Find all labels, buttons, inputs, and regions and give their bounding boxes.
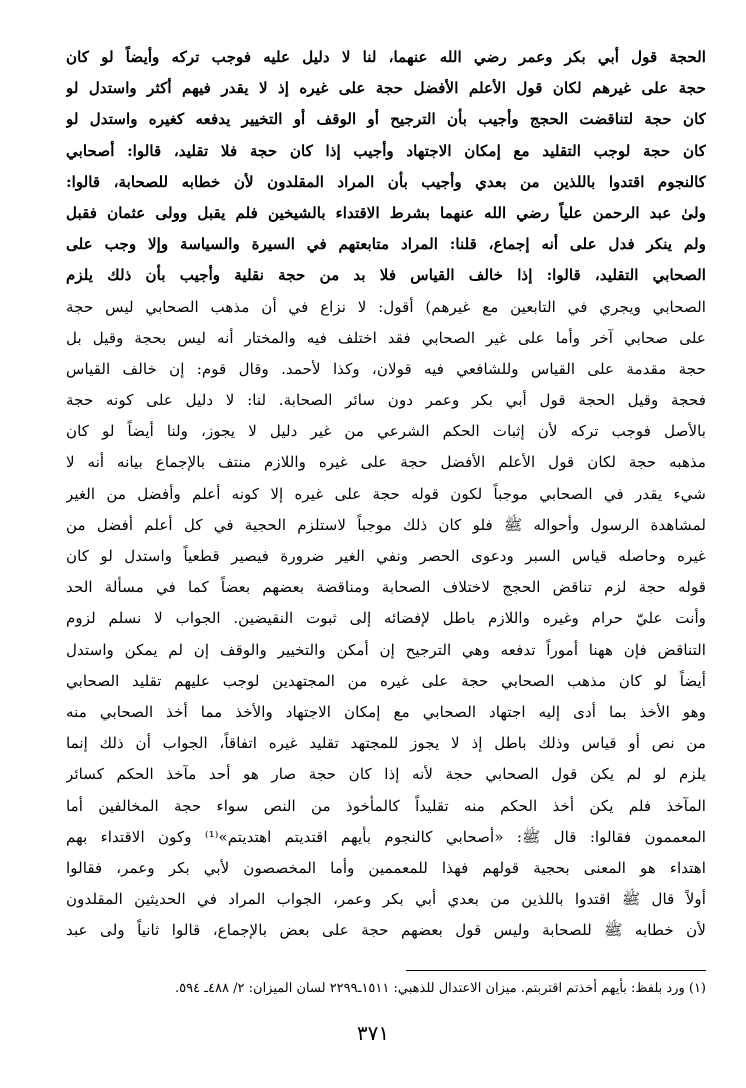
text-line: الصحابي التقليد، قالوا: إذا خالف القياس فلا بد من حجة نقلية وأجيب بأن ذلك يلزم: [66, 266, 706, 285]
footnote-divider: [406, 970, 706, 971]
text-line: وأنت عليّ حرام وغيره واللازم باطل لإفضائه إلى ثبوت النقيضين. الجواب لا نسلم لزوم: [66, 609, 706, 628]
text-line: أولاً قال ﷺ اقتدوا باللذين من بعدي أبي بكر وعمر، الجواب المراد في الحديثين المقلدون: [66, 890, 706, 909]
text-line: وهو الأخذ بما أدى إليه اجتهاد الصحابي مع إمكان الاجتهاد والأخذ مما أخذ الصحابي منه: [66, 702, 706, 721]
text-line: لأن خطابه ﷺ للصحابة وليس قول بعضهم حجة على بعض بالإجماع، قالوا ثانياً ولى عبد: [66, 921, 706, 940]
text-line: المآخذ فلم يكن أخذ الحكم منه تقليداً كالمأخوذ من النص سواء حجة المخالفين أما: [66, 796, 706, 815]
text-line: قوله حجة لزم تناقض الحجج لاختلاف الصحابة ومناقضة بعضهم بعضاً كما في مسألة الحد: [66, 578, 706, 597]
text-line: شيء يقدر في الصحابي موجباً لكون قوله حجة على غيره إلا كونه أعلم وأفضل من الغير: [66, 484, 706, 503]
text-line: يلزم لو لم يكن قول الصحابي حجة لأنه إذا كان حجة صار هو أحد مآخذ الحكم كسائر: [66, 765, 706, 784]
text-line: اهتداء هو المعنى بحجية قولهم فهذا للمعممين وأما المخصصون لأبي بكر وعمر، فقالوا: [66, 858, 706, 877]
text-line: الصحابي ويجري في التابعين مع غيرهم) أقول: لا نزاع في أن مذهب الصحابي ليس حجة: [66, 297, 706, 316]
text-line: كالنجوم اقتدوا باللذين من بعدي وأجيب بأن المراد المقلدون لأن خطابه للصحابة، قالوا:: [66, 172, 706, 191]
text-line: فحجة وقيل الحجة قول أبي بكر وعمر دون سائر الصحابة. لنا: لا دليل على كونه حجة: [66, 391, 706, 410]
text-line: أيضاً لو كان مذهب الصحابي حجة على غيره من المجتهدين لوجب عليهم تقليد الصحابي: [66, 671, 706, 690]
text-line: لمشاهدة الرسول وأحواله ﷺ فلو كان ذلك موجباً لاستلزم الحجية في كل أعلم أفضل من: [66, 515, 706, 534]
text-line: ولىٰ عبد الرحمن علياً رضي الله عنهما بشرط الاقتداء بالشيخين فلم يقبل وولى عثمان فقبل: [66, 203, 706, 222]
text-line: بالأصل فوجب تركه لأن إثبات الحكم الشرعي من غير دليل لا يجوز، ولنا أيضاً لو كان: [66, 422, 706, 441]
text-line: ولم ينكر فدل على أنه إجماع، قلنا: المراد متابعتهم في السيرة والسياسة وإلا وجب على: [66, 235, 706, 254]
text-line: من نص أو قياس وذلك باطل إذ لا يجوز للمجتهد تقليد غيره اتفاقاً، الجواب أن ذلك إنما: [66, 734, 706, 753]
page-number: ٣٧١: [356, 1021, 390, 1045]
text-line: التناقض فإن ههنا أموراً تدفعه وهي الترجيح إن أمكن والتخيير والوقف إن لم يمكن واستدل: [66, 640, 706, 659]
text-line: حجة مقدمة على القياس وللشافعي فيه قولان، وكذا لأحمد. وقال قوم: إن خالف القياس: [66, 359, 706, 378]
text-line: حجة على غيرهم لكان قول الأعلم الأفضل حجة على غيره إذ لا يقدر فيهم أكثر واستدل لو: [66, 79, 706, 98]
text-line: المعممون فقالوا: قال ﷺ: «أصحابي كالنجوم بأيهم اقتديتم اهتديتم»⁽¹⁾ وكون الاقتداء بهم: [66, 827, 706, 846]
footnote: (١) ورد بلفظ: بأيهم أخذتم اقتربتم. ميزان الاعتدال للذهبي: ١٥١١ـ٢٢٩٩ لسان الميزان: ٢/ ٤٨٨ـ ٥٩٤.: [175, 981, 706, 996]
text-line: على صحابي آخر وأما على غير الصحابي فقد اختلف فيه والمختار أنه ليس بحجة وقيل بل: [66, 328, 706, 347]
main-text: [66, 42, 706, 946]
text-line: كان حجة لتناقضت الحجج وأجيب بأن الترجيح أو الوقف أو التخيير يدفعه كغيره واستدل لو: [66, 110, 706, 129]
text-line: الحجة قول أبي بكر وعمر رضي الله عنهما، لنا لا دليل عليه فوجب تركه وأيضاً لو كان: [66, 48, 706, 66]
text-line: مذهبه حجة لكان قول الأعلم الأفضل حجة على غيره واللازم منتف بالإجماع بيانه أنه لا: [66, 453, 706, 472]
text-line: كان حجة لوجب التقليد مع إمكان الاجتهاد وأجيب إذا كان حجة فلا تقليد، قالوا: أصحابي: [66, 141, 706, 160]
text-line: غيره وحاصله قياس السبر ودعوى الحصر ونفي الغير ضرورة فيصير قطعياً واستدل لو كان: [66, 547, 706, 565]
